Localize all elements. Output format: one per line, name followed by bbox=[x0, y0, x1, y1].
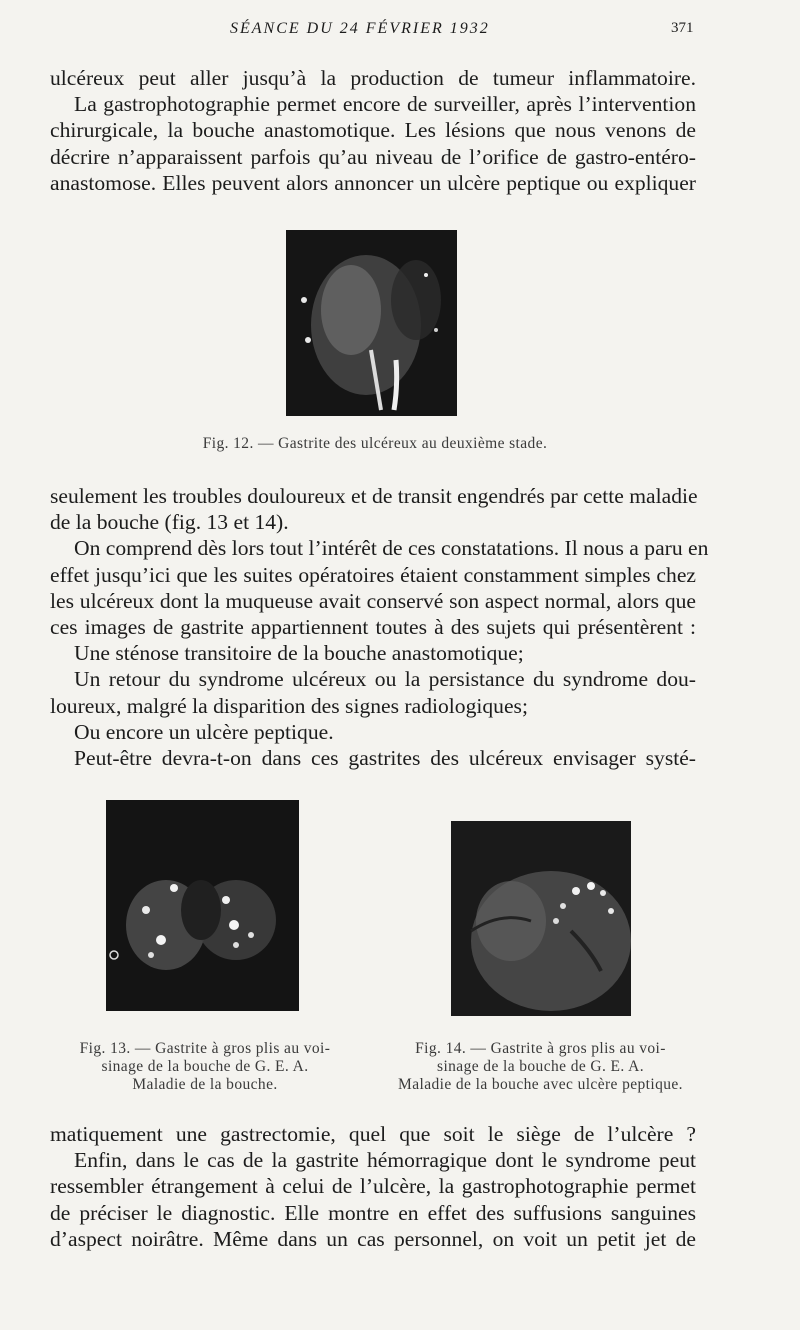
text-line: les ulcéreux dont la muqueuse avait conservé son aspect normal, alors que bbox=[50, 588, 696, 613]
gastrophotograph-12 bbox=[286, 230, 457, 416]
text-line: décrire n’apparaissent parfois qu’au niveau de l’orifice de gastro-entéro- bbox=[50, 144, 696, 169]
page-number: 371 bbox=[671, 20, 694, 36]
text-line: Peut-être devra-t-on dans ces gastrites des ulcéreux envisager systé- bbox=[74, 746, 696, 771]
caption-line: Maladie de la bouche. bbox=[132, 1076, 278, 1093]
gastrophotograph-13 bbox=[106, 800, 299, 1011]
text-line: La gastrophotographie permet encore de surveiller, après l’intervention bbox=[74, 92, 696, 117]
figure-13-caption bbox=[45, 1040, 365, 1094]
caption-line: Maladie de la bouche avec ulcère peptique. bbox=[398, 1076, 683, 1093]
text-line: Un retour du syndrome ulcéreux ou la persistance du syndrome dou- bbox=[74, 667, 696, 692]
figure-14-photograph bbox=[451, 821, 631, 1016]
running-head bbox=[0, 20, 800, 44]
text-line: effet jusqu’ici que les suites opératoires étaient constamment simples chez bbox=[50, 562, 696, 587]
text-line: anastomose. Elles peuvent alors annoncer un ulcère peptique ou expliquer bbox=[50, 170, 696, 195]
text-line: ressembler étrangement à celui de l’ulcère, la gastrophotographie permet bbox=[50, 1174, 696, 1199]
figure-13-photograph bbox=[106, 800, 299, 1011]
text-line: d’aspect noirâtre. Même dans un cas personnel, on voit un petit jet de bbox=[50, 1226, 696, 1251]
figure-14-caption bbox=[378, 1040, 703, 1094]
text-line: Une sténose transitoire de la bouche anastomotique; bbox=[74, 641, 524, 666]
text-line: de préciser le diagnostic. Elle montre en effet des suffusions sanguines bbox=[50, 1200, 696, 1225]
paragraph-3 bbox=[50, 1121, 696, 1252]
paragraph-1 bbox=[50, 65, 696, 196]
caption-line: sinage de la bouche de G. E. A. bbox=[437, 1058, 644, 1075]
text-line: ulcéreux peut aller jusqu’à la production de tumeur inflammatoire. bbox=[50, 66, 696, 90]
caption-line: sinage de la bouche de G. E. A. bbox=[101, 1058, 309, 1075]
caption-line: Fig. 12. — Gastrite des ulcéreux au deuxième stade. bbox=[202, 435, 548, 452]
gastrophotograph-14 bbox=[451, 821, 631, 1016]
text-line: On comprend dès lors tout l’intérêt de ces constatations. Il nous a paru en bbox=[74, 536, 709, 561]
text-line: de la bouche (fig. 13 et 14). bbox=[50, 510, 289, 535]
text-line: chirurgicale, la bouche anastomotique. Les lésions que nous venons de bbox=[50, 118, 696, 143]
paragraph-2 bbox=[50, 483, 709, 771]
text-line: ces images de gastrite appartiennent toutes à des sujets qui présentèrent : bbox=[50, 615, 696, 640]
text-line: matiquement une gastrectomie, quel que soit le siège de l’ulcère ? bbox=[50, 1122, 696, 1146]
figure-12-caption bbox=[160, 435, 590, 453]
text-line: seulement les troubles douloureux et de transit engendrés par cette maladie bbox=[50, 484, 698, 508]
text-line: Ou encore un ulcère peptique. bbox=[74, 719, 334, 744]
text-line: loureux, malgré la disparition des signes radiologiques; bbox=[50, 693, 528, 718]
running-title: SÉANCE DU 24 FÉVRIER 1932 bbox=[230, 20, 490, 37]
caption-line: Fig. 14. — Gastrite à gros plis au voi- bbox=[415, 1040, 666, 1057]
text-line: Enfin, dans le cas de la gastrite hémorragique dont le syndrome peut bbox=[74, 1148, 696, 1173]
figure-12-photograph bbox=[286, 230, 457, 416]
caption-line: Fig. 13. — Gastrite à gros plis au voi- bbox=[79, 1040, 331, 1057]
